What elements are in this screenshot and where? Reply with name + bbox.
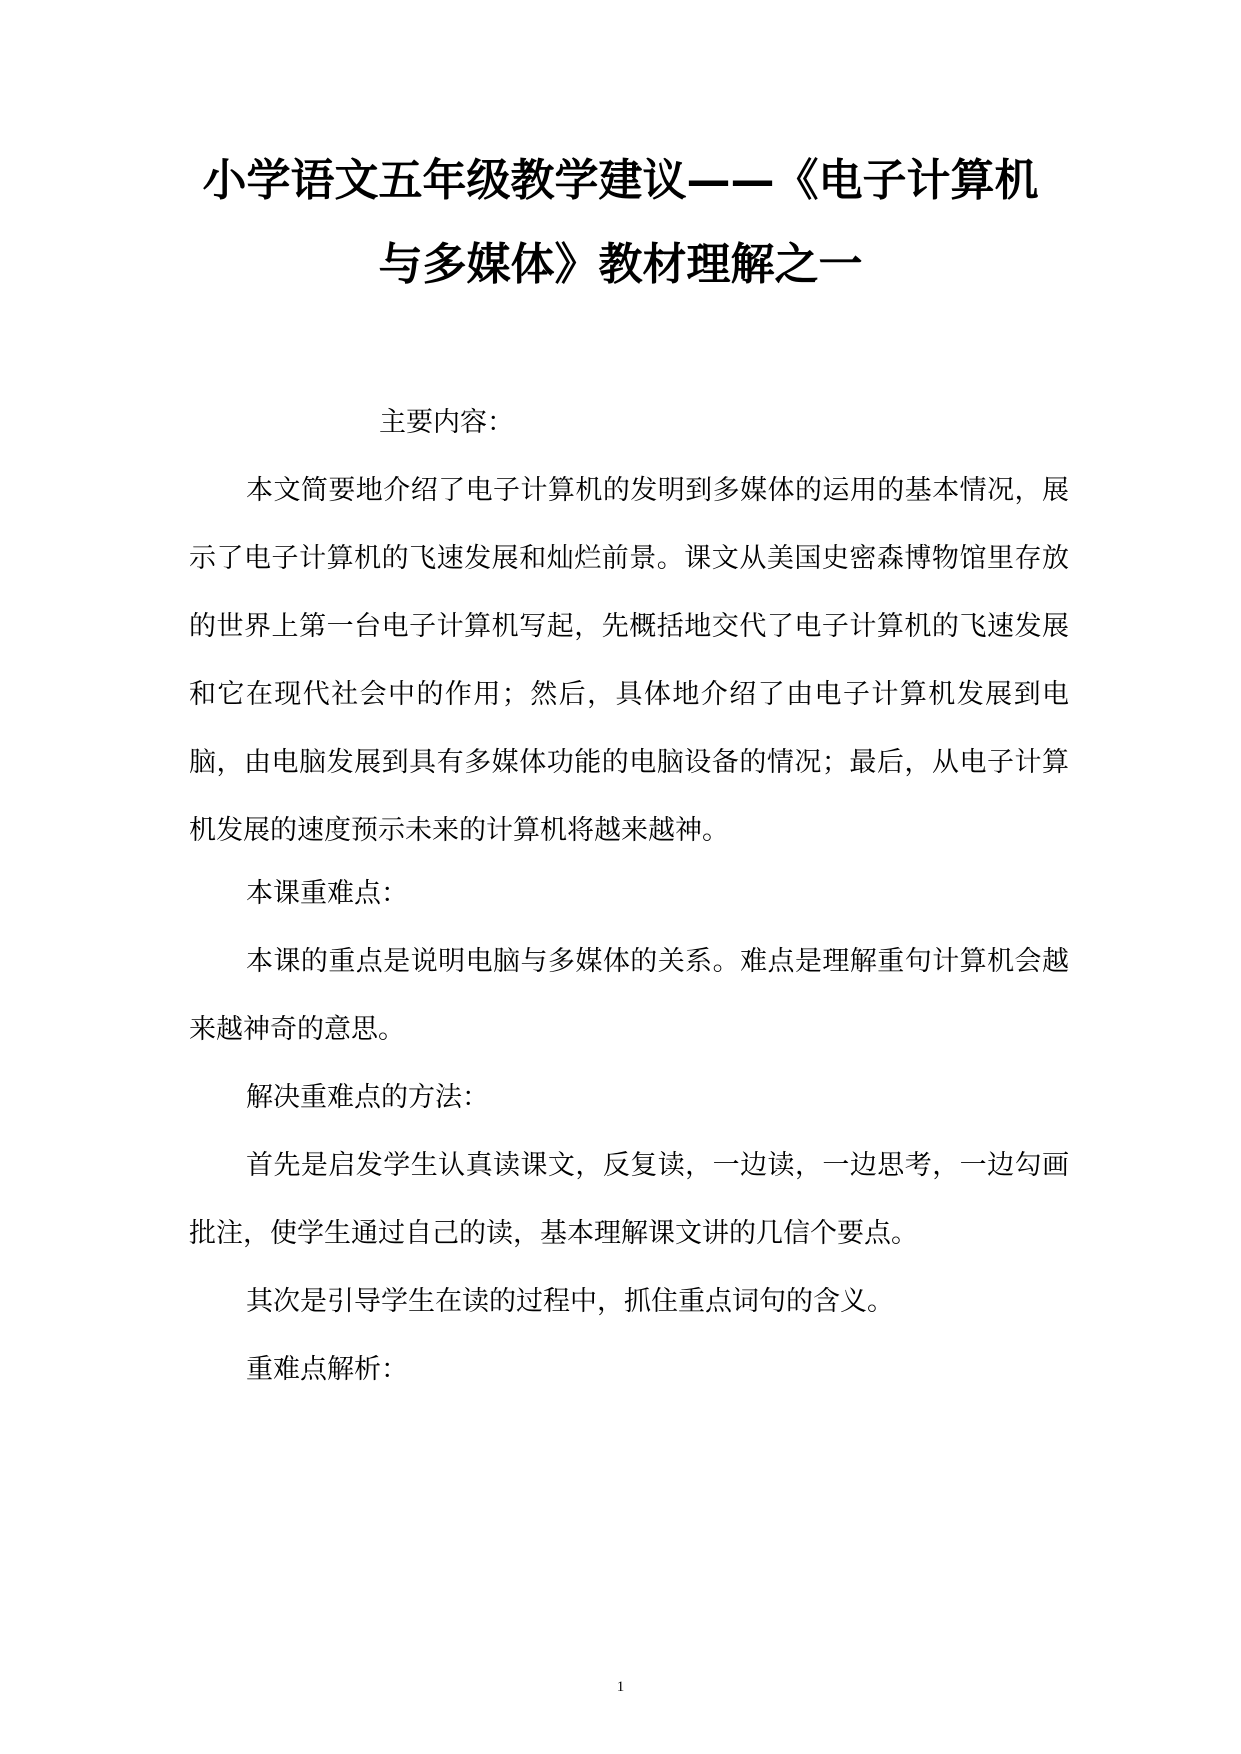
section-label-analysis: 重难点解析：: [246, 1354, 408, 1385]
paragraph-summary: 本文简要地介绍了电子计算机的发明到多媒体的运用的基本情况，展示了电子计算机的飞速发展和灿烂前景。课文从美国史密森博物馆里存放的世界上第一台电子计算机写起，先概括地交代了电子计算机的飞速发展和它在现代社会中的作用；然后，具体地介绍了由电子计算机发展到电脑，由电脑发展到具有多媒体功能的电脑设备的情况；最后，从电子计算机发展的速度预示未来的计算机将越来越神。: [189, 475, 1069, 846]
paragraph-key-points: 本课的重点是说明电脑与多媒体的关系。难点是理解重句计算机会越来越神奇的意思。: [189, 946, 1069, 1045]
page-number: 1: [616, 1679, 625, 1695]
section-label-main-content: 主要内容：: [379, 407, 514, 438]
document-title-line-2: 与多媒体》教材理解之一: [378, 239, 863, 290]
section-label-key-points: 本课重难点：: [246, 878, 408, 909]
section-label-methods: 解决重难点的方法：: [246, 1082, 489, 1113]
paragraph-method-first: 首先是启发学生认真读课文，反复读，一边读，一边思考，一边勾画批注，使学生通过自己的读，基本理解课文讲的几信个要点。: [189, 1150, 1069, 1249]
document-title-line-1: 小学语文五年级教学建议——《电子计算机: [202, 155, 1039, 206]
paragraph-method-second: 其次是引导学生在读的过程中，抓住重点词句的含义。: [246, 1286, 894, 1317]
